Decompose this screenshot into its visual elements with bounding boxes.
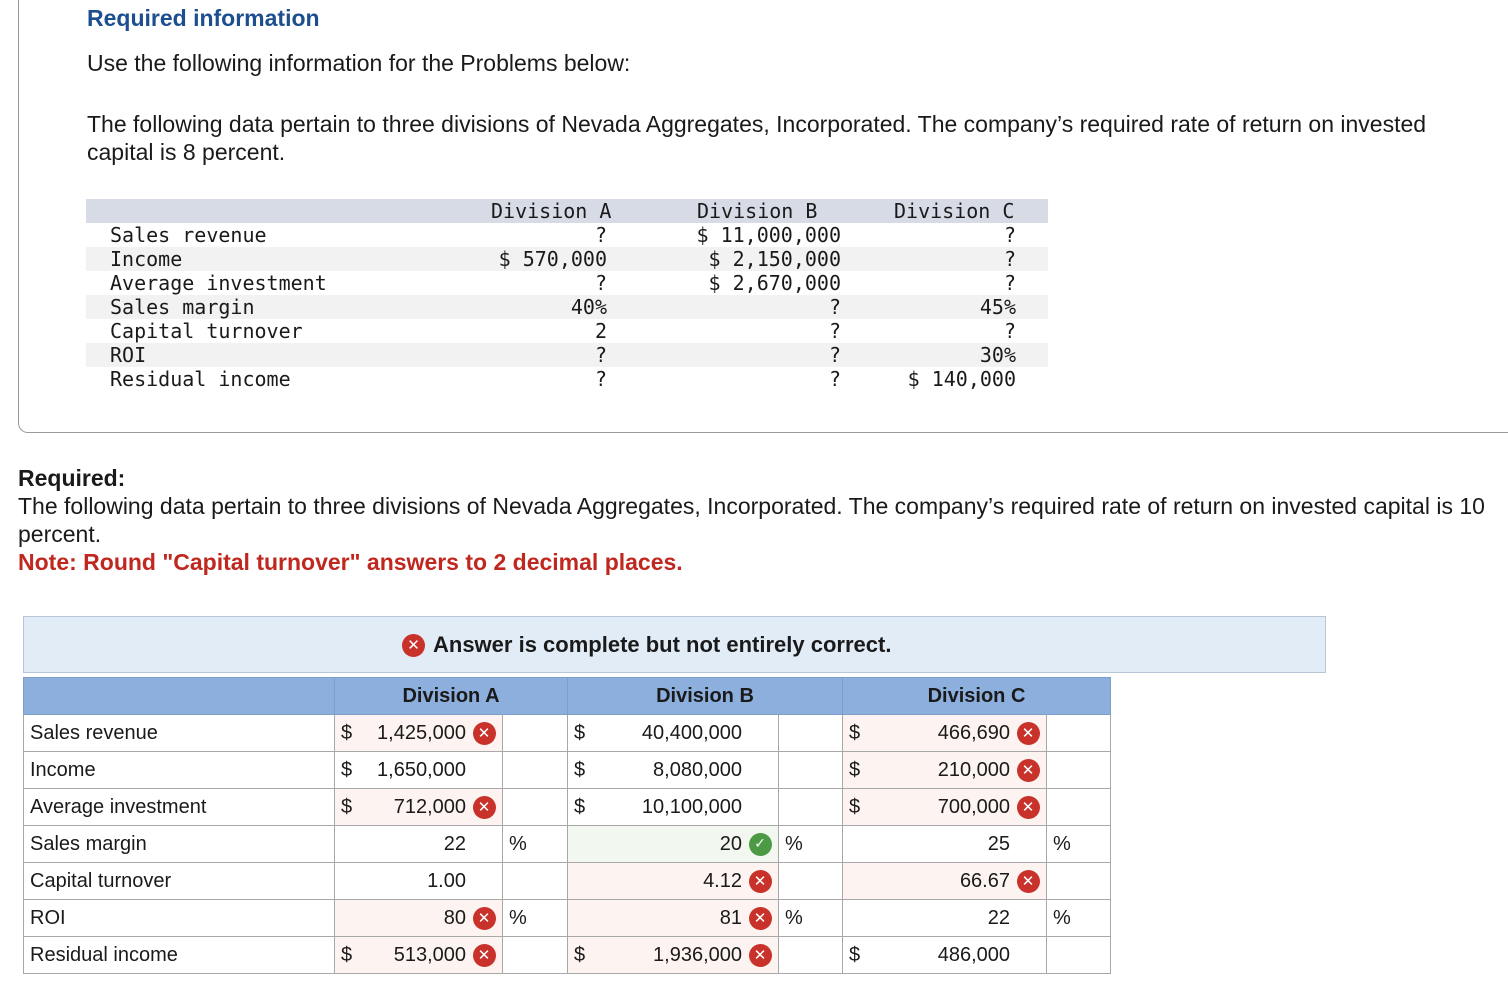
unit-label: % (1047, 900, 1111, 937)
row-label: Average investment (24, 789, 335, 826)
unit-label (779, 863, 843, 900)
info-paragraph: The following data pertain to three divisions of Nevada Aggregates, Incorporated. The company’s required rate of return on invested capital is 8 percent. (87, 111, 1427, 165)
x-circle-icon: ✕ (1017, 796, 1040, 819)
given-value-division-a: ? (594, 223, 607, 247)
given-value-division-b: ? (828, 367, 841, 391)
incorrect-x-icon (742, 870, 778, 893)
given-table-row (86, 319, 1048, 343)
dollar-sign: $ (574, 758, 586, 781)
unit-label (1047, 937, 1111, 974)
dollar-sign: $ (574, 721, 586, 744)
answer-value: 25 (987, 832, 1010, 855)
x-circle-icon: ✕ (473, 944, 496, 967)
answer-value: 210,000 (937, 758, 1010, 781)
incorrect-x-icon (466, 722, 502, 745)
unit-label: % (779, 900, 843, 937)
answer-value: 486,000 (937, 943, 1010, 966)
unit-label (1047, 715, 1111, 752)
given-row-label: Residual income (110, 367, 291, 391)
x-circle-icon: ✕ (402, 634, 425, 657)
given-row-label: ROI (110, 343, 147, 367)
incorrect-x-icon (1010, 759, 1046, 782)
required-note: Note: Round "Capital turnover" answers to 2 decimal places. (18, 549, 683, 575)
given-value-division-c: ? (1003, 247, 1016, 271)
given-row-label: Sales revenue (110, 223, 267, 247)
unit-label: % (503, 900, 568, 937)
unit-label: % (503, 826, 568, 863)
given-value-division-a: ? (594, 367, 607, 391)
row-label: Sales margin (24, 826, 335, 863)
given-value-division-c: ? (1003, 223, 1016, 247)
given-value-division-b: ? (828, 343, 841, 367)
unit-label (503, 752, 568, 789)
row-label: Residual income (24, 937, 335, 974)
given-data-table (86, 199, 1048, 391)
answer-input-division-b[interactable] (568, 900, 779, 937)
row-label: ROI (24, 900, 335, 937)
given-value-division-a: $ 570,000 (498, 247, 607, 271)
answer-input-division-b[interactable] (568, 826, 779, 863)
answer-input-division-a[interactable] (335, 826, 503, 863)
unit-label (779, 789, 843, 826)
answer-input-division-b[interactable] (568, 863, 779, 900)
banner-text: Answer is complete but not entirely correct. (433, 632, 892, 657)
given-table-header (86, 199, 1048, 223)
given-value-division-a: 2 (594, 319, 607, 343)
answer-value: 466,690 (937, 721, 1010, 744)
answer-input-division-a[interactable] (335, 863, 503, 900)
answer-value: 1,650,000 (377, 758, 466, 781)
answer-input-division-b[interactable] (568, 715, 779, 752)
given-header-division-b: Division B (697, 199, 818, 223)
row-label: Sales revenue (24, 715, 335, 752)
header-division-a: Division A (335, 678, 568, 715)
answer-input-division-c[interactable] (843, 900, 1047, 937)
unit-label (779, 752, 843, 789)
x-circle-icon: ✕ (473, 722, 496, 745)
unit-label (1047, 789, 1111, 826)
answer-table-header (24, 678, 1111, 715)
given-row-label: Income (110, 247, 183, 271)
unit-label: % (1047, 826, 1111, 863)
x-circle-icon: ✕ (749, 870, 772, 893)
unit-label (503, 863, 568, 900)
given-value-division-b: ? (828, 319, 841, 343)
answer-input-division-b[interactable] (568, 752, 779, 789)
answer-value: 20 (719, 832, 742, 855)
answer-input-division-b[interactable] (568, 937, 779, 974)
answer-input-division-a[interactable] (335, 937, 503, 974)
unit-label (1047, 752, 1111, 789)
answer-input-division-b[interactable] (568, 789, 779, 826)
info-subtitle: Use the following information for the Problems below: (87, 50, 631, 76)
unit-label (779, 937, 843, 974)
x-circle-icon: ✕ (1017, 870, 1040, 893)
table-row (24, 937, 1111, 974)
answer-input-division-a[interactable] (335, 789, 503, 826)
given-value-division-c: ? (1003, 319, 1016, 343)
answer-value: 1,936,000 (653, 943, 742, 966)
table-row (24, 752, 1111, 789)
table-row (24, 900, 1111, 937)
answer-input-division-a[interactable] (335, 752, 503, 789)
header-division-c: Division C (843, 678, 1111, 715)
dollar-sign: $ (341, 943, 353, 966)
unit-label: % (779, 826, 843, 863)
dollar-sign: $ (849, 795, 861, 818)
dollar-sign: $ (341, 721, 353, 744)
given-value-division-a: ? (594, 343, 607, 367)
x-circle-icon: ✕ (749, 907, 772, 930)
x-circle-icon: ✕ (473, 796, 496, 819)
answer-value: 8,080,000 (653, 758, 742, 781)
header-division-b: Division B (568, 678, 843, 715)
dollar-sign: $ (849, 758, 861, 781)
answer-value: 513,000 (393, 943, 466, 966)
unit-label (1047, 863, 1111, 900)
table-row (24, 863, 1111, 900)
given-table-row (86, 343, 1048, 367)
required-title: Required: (18, 465, 126, 491)
answer-value: 80 (443, 906, 466, 929)
answer-value: 712,000 (393, 795, 466, 818)
given-row-label: Capital turnover (110, 319, 303, 343)
answer-status-banner (23, 616, 1326, 673)
given-table-row (86, 367, 1048, 391)
answer-value: 40,400,000 (641, 721, 742, 744)
given-value-division-c: $ 140,000 (907, 367, 1016, 391)
table-row (24, 715, 1111, 752)
given-row-label: Sales margin (110, 295, 255, 319)
answer-value: 81 (719, 906, 742, 929)
unit-label (503, 789, 568, 826)
answer-value: 700,000 (937, 795, 1010, 818)
incorrect-x-icon (466, 907, 502, 930)
given-value-division-b: ? (828, 295, 841, 319)
incorrect-x-icon (742, 907, 778, 930)
incorrect-x-icon (466, 944, 502, 967)
answer-input-division-a[interactable] (335, 715, 503, 752)
answer-input-division-c[interactable] (843, 789, 1047, 826)
answer-value: 1,425,000 (377, 721, 466, 744)
table-row (24, 826, 1111, 863)
unit-label (503, 937, 568, 974)
answer-value: 1.00 (427, 869, 466, 892)
answer-input-division-c[interactable] (843, 863, 1047, 900)
answer-value: 22 (443, 832, 466, 855)
required-section (18, 464, 1508, 576)
info-title: Required information (87, 5, 320, 31)
dollar-sign: $ (574, 795, 586, 818)
incorrect-x-icon (466, 796, 502, 819)
dollar-sign: $ (849, 943, 861, 966)
dollar-sign: $ (574, 943, 586, 966)
given-table-row (86, 295, 1048, 319)
table-row (24, 789, 1111, 826)
incorrect-x-icon (1010, 796, 1046, 819)
given-value-division-a: ? (594, 271, 607, 295)
given-table-row (86, 223, 1048, 247)
given-value-division-a: 40% (570, 295, 607, 319)
given-table-row (86, 247, 1048, 271)
x-circle-icon: ✕ (473, 907, 496, 930)
answer-value: 66.67 (959, 869, 1010, 892)
dollar-sign: $ (341, 795, 353, 818)
answer-value: 4.12 (703, 869, 742, 892)
required-text: The following data pertain to three divisions of Nevada Aggregates, Incorporated. The company’s required rate of return on invested capital is 10 percent. (18, 493, 1485, 547)
given-value-division-b: $ 2,670,000 (708, 271, 841, 295)
unit-label (779, 715, 843, 752)
answer-input-division-c[interactable] (843, 715, 1047, 752)
unit-label (503, 715, 568, 752)
answer-input-division-c[interactable] (843, 752, 1047, 789)
check-circle-icon: ✓ (749, 833, 772, 856)
answer-input-division-a[interactable] (335, 900, 503, 937)
answer-input-division-c[interactable] (843, 937, 1047, 974)
correct-check-icon (742, 833, 778, 856)
given-value-division-b: $ 2,150,000 (708, 247, 841, 271)
dollar-sign: $ (341, 758, 353, 781)
given-row-label: Average investment (110, 271, 327, 295)
given-header-division-c: Division C (894, 199, 1015, 223)
answer-table (23, 677, 1111, 974)
given-header-division-a: Division A (491, 199, 612, 223)
dollar-sign: $ (849, 721, 861, 744)
x-circle-icon: ✕ (1017, 722, 1040, 745)
given-value-division-c: ? (1003, 271, 1016, 295)
given-value-division-c: 30% (979, 343, 1016, 367)
incorrect-x-icon (1010, 722, 1046, 745)
incorrect-x-icon (1010, 870, 1046, 893)
x-circle-icon: ✕ (1017, 759, 1040, 782)
row-label: Income (24, 752, 335, 789)
answer-value: 10,100,000 (641, 795, 742, 818)
answer-value: 22 (987, 906, 1010, 929)
header-blank (24, 678, 335, 715)
x-circle-icon: ✕ (749, 944, 772, 967)
given-value-division-b: $ 11,000,000 (696, 223, 841, 247)
given-value-division-c: 45% (979, 295, 1016, 319)
row-label: Capital turnover (24, 863, 335, 900)
incorrect-x-icon (742, 944, 778, 967)
given-table-row (86, 271, 1048, 295)
answer-input-division-c[interactable] (843, 826, 1047, 863)
